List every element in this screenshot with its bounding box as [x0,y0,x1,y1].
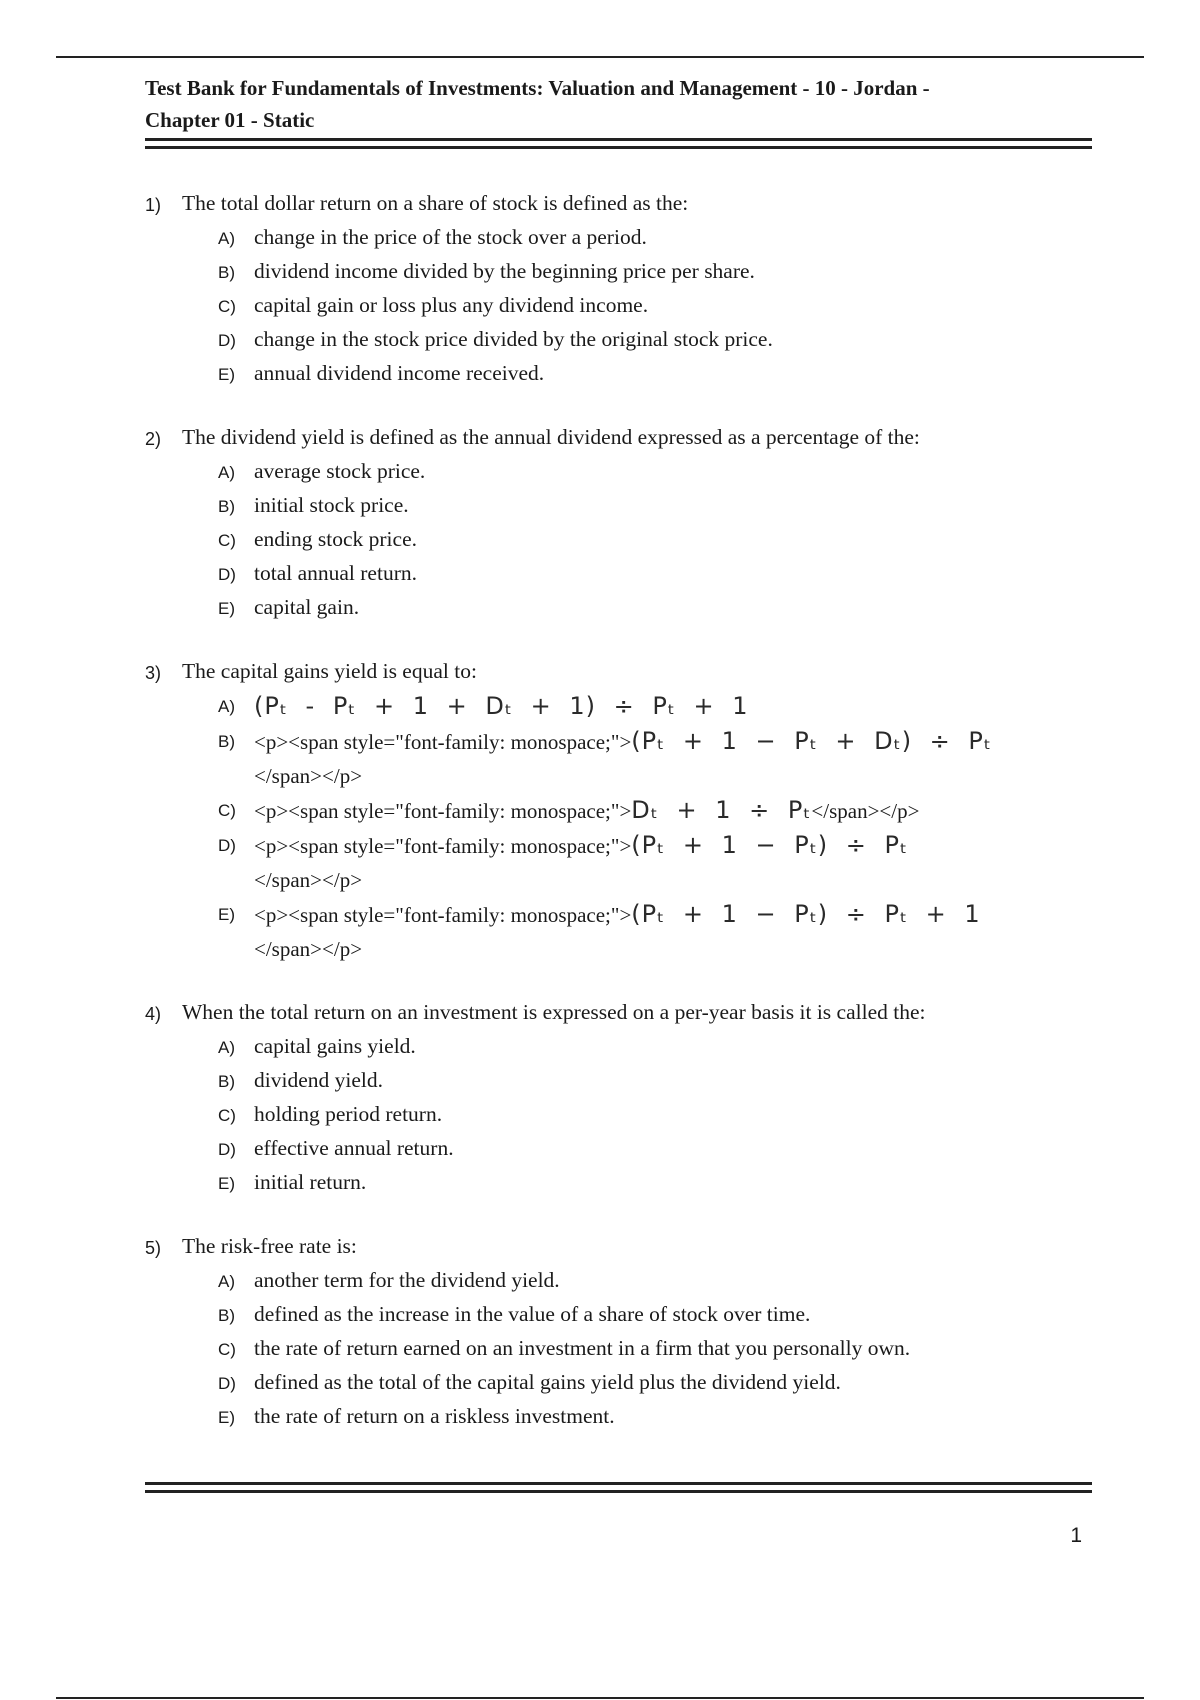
option-letter: D) [218,836,236,855]
html-tag-prefix: <p><span style="font-family: monospace;"> [254,834,632,858]
answer-option [218,489,1105,523]
html-tag-suffix: </span></p> [254,764,363,788]
answer-option [218,455,1105,489]
answer-option [218,689,1105,724]
answer-options [218,689,1105,966]
option-letter: B) [218,732,235,751]
question-text: The risk-free rate is: [182,1234,357,1258]
option-letter: A) [218,697,235,716]
option-text: change in the stock price divided by the original stock price. [254,327,773,351]
option-letter: B) [218,497,235,516]
option-text: the rate of return earned on an investment in a firm that you personally own. [254,1336,911,1360]
answer-option [218,1098,1105,1132]
option-letter: D) [218,331,236,350]
document-header [145,72,1095,136]
option-text: defined as the increase in the value of a share of stock over time. [254,1302,811,1326]
question-4 [145,996,1105,1200]
option-letter: E) [218,599,235,618]
question-2 [145,421,1105,625]
option-text: the rate of return on a riskless investment. [254,1404,615,1428]
answer-option [218,221,1105,255]
option-text: holding period return. [254,1102,443,1126]
option-letter: E) [218,1408,235,1427]
question-5 [145,1230,1105,1434]
answer-option [218,1166,1105,1200]
html-tag-prefix: <p><span style="font-family: monospace;"> [254,799,632,823]
option-letter: D) [218,1374,236,1393]
option-formula-line [254,793,1105,828]
option-letter: C) [218,297,236,316]
option-letter: D) [218,565,236,584]
option-letter: A) [218,1038,235,1057]
option-letter: C) [218,1106,236,1125]
option-letter: B) [218,1306,235,1325]
answer-option [218,557,1105,591]
answer-option [218,357,1105,391]
bottom-rule [56,1697,1144,1699]
html-tag-suffix: </span></p> [254,937,363,961]
question-stem [145,655,1105,689]
question-number: 5) [145,1238,162,1258]
question-number: 2) [145,429,162,449]
option-text: effective annual return. [254,1136,454,1160]
question-text: The total dollar return on a share of stock is defined as the: [182,191,689,215]
option-letter: E) [218,365,235,384]
html-tag-suffix: </span></p> [811,799,920,823]
option-letter: B) [218,1072,235,1091]
option-text: dividend yield. [254,1068,383,1092]
option-text: defined as the total of the capital gains yield plus the dividend yield. [254,1370,841,1394]
answer-option [218,793,1105,828]
question-3 [145,655,1105,966]
answer-option [218,828,1105,897]
html-tag-prefix: <p><span style="font-family: monospace;"> [254,903,632,927]
question-text: The dividend yield is defined as the annual dividend expressed as a percentage of the: [182,425,920,449]
answer-option [218,1298,1105,1332]
answer-option [218,1132,1105,1166]
question-stem [145,421,1105,455]
formula: Dₜ + 1 ÷ Pₜ [631,796,812,824]
option-text: average stock price. [254,459,426,483]
option-letter: D) [218,1140,236,1159]
footer-double-rule [145,1482,1092,1493]
option-text: dividend income divided by the beginning price per share. [254,259,755,283]
answer-option [218,1264,1105,1298]
question-text: When the total return on an investment is expressed on a per-year basis it is called the: [182,1000,926,1024]
answer-option [218,1366,1105,1400]
option-text: initial return. [254,1170,367,1194]
answer-option [218,1030,1105,1064]
formula: (Pₜ + 1 − Pₜ) ÷ Pₜ [631,831,909,859]
html-tag-suffix: </span></p> [254,868,363,892]
formula: (Pₜ + 1 − Pₜ + Dₜ) ÷ Pₜ [631,727,992,755]
option-text: capital gain. [254,595,360,619]
option-letter: C) [218,1340,236,1359]
question-stem [145,187,1105,221]
answer-option [218,1400,1105,1434]
answer-option [218,289,1105,323]
answer-option [218,1064,1105,1098]
option-text: annual dividend income received. [254,361,545,385]
option-text: ending stock price. [254,527,417,551]
option-formula-line [254,828,1105,897]
answer-option [218,255,1105,289]
formula: (Pₜ + 1 − Pₜ) ÷ Pₜ + 1 [631,900,981,928]
answer-option [218,323,1105,357]
option-formula-line [254,689,1105,724]
answer-option [218,724,1105,793]
question-text: The capital gains yield is equal to: [182,659,477,683]
option-letter: E) [218,905,235,924]
question-stem [145,996,1105,1030]
answer-options [218,455,1105,625]
option-text: change in the price of the stock over a period. [254,225,647,249]
answer-option [218,897,1105,966]
option-letter: C) [218,531,236,550]
title-line-2: Chapter 01 - Static [145,108,315,132]
question-list [145,187,1105,1464]
page-number: 1 [1070,1524,1082,1547]
answer-options [218,221,1105,391]
top-rule [56,56,1144,58]
option-text: capital gains yield. [254,1034,416,1058]
option-letter: B) [218,263,235,282]
question-number: 1) [145,195,162,215]
header-double-rule [145,138,1092,149]
option-text: capital gain or loss plus any dividend income. [254,293,649,317]
option-letter: A) [218,229,235,248]
answer-option [218,1332,1105,1366]
option-letter: E) [218,1174,235,1193]
answer-option [218,591,1105,625]
option-formula-line [254,897,1105,966]
answer-option [218,523,1105,557]
question-1 [145,187,1105,391]
formula: (Pₜ - Pₜ + 1 + Dₜ + 1) ÷ Pₜ + 1 [254,692,749,720]
answer-options [218,1264,1105,1434]
title-line-1: Test Bank for Fundamentals of Investments: Valuation and Management - 10 - Jordan - [145,76,930,100]
answer-options [218,1030,1105,1200]
option-text: total annual return. [254,561,417,585]
question-stem [145,1230,1105,1264]
option-formula-line [254,724,1105,793]
option-letter: C) [218,801,236,820]
option-text: another term for the dividend yield. [254,1268,560,1292]
question-number: 3) [145,663,162,683]
option-text: initial stock price. [254,493,409,517]
option-letter: A) [218,1272,235,1291]
question-number: 4) [145,1004,162,1024]
option-letter: A) [218,463,235,482]
html-tag-prefix: <p><span style="font-family: monospace;"> [254,730,632,754]
